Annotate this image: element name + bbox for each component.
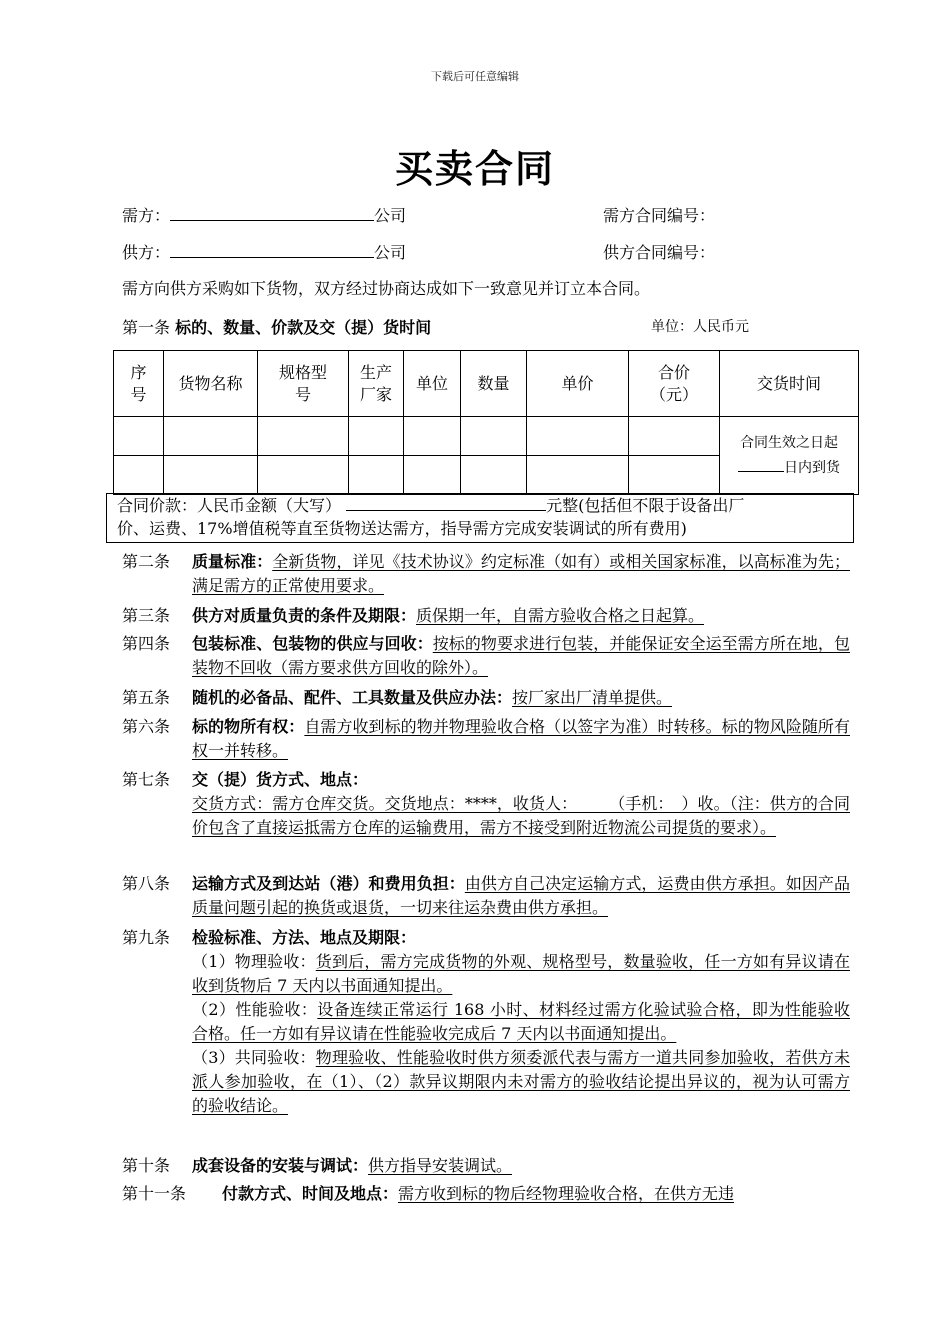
- clause-no: 第四条: [122, 634, 171, 653]
- col-goods-name: 货物名称: [164, 351, 258, 417]
- contract-price-box: [106, 493, 854, 543]
- buyer-suffix: 公司: [374, 206, 407, 225]
- table-row: [114, 417, 859, 456]
- delivery-time-cell: [720, 417, 859, 495]
- clause-heading: 质量标准：: [192, 552, 273, 571]
- table-cell[interactable]: [461, 456, 527, 495]
- subitem-label: （2）性能验收：: [192, 1000, 318, 1019]
- clause-no: 第七条: [122, 770, 171, 789]
- seller-label: 供方：: [122, 243, 171, 262]
- table-cell[interactable]: [629, 417, 720, 456]
- price-label: 合同价款：人民币金额（大写）: [117, 496, 342, 515]
- subitem-content: 物理验收、性能验收时供方须委派代表与需方一道共同参加验收，若供方未派人参加验收，在（1）、（2）款异议期限内未对需方的验收结论提出异议的，视为认可需方的验收结论。: [192, 1048, 850, 1115]
- clause-heading: 付款方式、时间及地点：: [222, 1184, 399, 1203]
- subitem-physical-inspection: [192, 950, 850, 998]
- table-header-row: [114, 351, 859, 417]
- clause-heading: 运输方式及到达站（港）和费用负担：: [192, 874, 465, 893]
- table-cell[interactable]: [114, 417, 164, 456]
- table-cell[interactable]: [404, 417, 461, 456]
- clause-content: 交货方式：需方仓库交货。交货地点：****，收货人： （手机： ）收。（注：供方的合同价包含了直接运抵需方仓库的运输费用，需方不接受到附近物流公司提货的要求）。: [192, 794, 850, 837]
- price-yuan: 元整: [546, 496, 579, 515]
- clause-heading: 标的物所有权：: [192, 717, 305, 736]
- table-cell[interactable]: [164, 456, 258, 495]
- table-cell[interactable]: [527, 456, 629, 495]
- clause-7: [122, 768, 850, 840]
- subitem-label: （3）共同验收：: [192, 1048, 316, 1067]
- price-amount-blank[interactable]: [346, 494, 546, 511]
- clause-heading: 检验标准、方法、地点及期限：: [192, 928, 417, 947]
- delivery-days-blank[interactable]: [738, 457, 784, 472]
- document-title: 买卖合同: [394, 146, 555, 191]
- article-1-no: 第一条: [122, 318, 171, 337]
- clause-heading: 供方对质量负责的条件及期限：: [192, 606, 417, 625]
- price-note-1: (包括但不限于设备出厂: [578, 496, 745, 515]
- subitem-label: （1）物理验收：: [192, 952, 316, 971]
- delivery-line-2: 日内到货: [784, 459, 840, 476]
- subitem-content: 货到后，需方完成货物的外观、规格型号，数量验收，任一方如有异议请在收到货物后 7 天内以书面通知提出。: [192, 952, 850, 995]
- clause-2: [122, 550, 850, 598]
- header-note: 下载后可任意编辑: [431, 70, 519, 83]
- currency-unit: 单位：人民币元: [651, 319, 749, 335]
- buyer-contract-no: 需方合同编号：: [603, 206, 716, 225]
- article-1-title: 标的、数量、价款及交（提）货时间: [175, 318, 432, 337]
- clause-5: [122, 686, 850, 710]
- clause-heading: 随机的必备品、配件、工具数量及供应办法：: [192, 688, 513, 707]
- clause-heading: 包装标准、包装物的供应与回收：: [192, 634, 433, 653]
- seller-row: [122, 240, 406, 263]
- clause-content: 需方收到标的物后经物理验收合格，在供方无违: [398, 1184, 735, 1203]
- subitem-joint-inspection: [192, 1046, 850, 1118]
- clause-11: [122, 1182, 850, 1206]
- delivery-line-1: 合同生效之日起: [740, 434, 838, 451]
- price-note-2: 价、运费、17%增值税等直至货物送达需方，指导需方完成安装调试的所有费用): [117, 519, 687, 538]
- clause-content: 按标的物要求进行包装，并能保证安全运至需方所在地，包装物不回收（需方要求供方回收的除外）。: [192, 634, 850, 677]
- seller-name-blank[interactable]: [170, 241, 374, 258]
- clause-no: 第二条: [122, 552, 171, 571]
- table-cell[interactable]: [349, 456, 404, 495]
- col-seq: 序 号: [114, 351, 164, 417]
- col-unit-price: 单价: [527, 351, 629, 417]
- buyer-label: 需方：: [122, 206, 171, 225]
- seller-suffix: 公司: [374, 243, 407, 262]
- col-total: 合价 （元）: [629, 351, 720, 417]
- clause-content: 自需方收到标的物并物理验收合格（以签字为准）时转移。标的物风险随所有权一并转移。: [192, 717, 850, 760]
- clause-4: [122, 632, 850, 680]
- subitem-content: 设备连续正常运行 168 小时、材料经过需方化验试验合格，即为性能验收合格。任一方如有异议请在性能验收完成后 7 天内以书面通知提出。: [192, 1000, 850, 1043]
- clause-content: 供方指导安装调试。: [368, 1156, 513, 1175]
- clause-no: 第八条: [122, 874, 171, 893]
- table-cell[interactable]: [349, 417, 404, 456]
- clause-3: [122, 604, 850, 628]
- clause-no: 第十一条: [122, 1184, 187, 1203]
- col-delivery-time: 交货时间: [720, 351, 859, 417]
- clause-content: 按厂家出厂清单提供。: [512, 688, 673, 707]
- clause-content: 由供方自己决定运输方式，运费由供方承担。如因产品质量问题引起的换货或退货，一切来往运杂费由供方承担。: [192, 874, 850, 917]
- clause-no: 第九条: [122, 928, 171, 947]
- article-1-heading: [122, 315, 431, 338]
- clause-no: 第六条: [122, 717, 171, 736]
- buyer-row: [122, 203, 406, 226]
- clause-content: 全新货物，详见《技术协议》约定标准（如有）或相关国家标准，以高标准为先；满足需方的正常使用要求。: [192, 552, 850, 595]
- col-unit: 单位: [404, 351, 461, 417]
- clause-no: 第五条: [122, 688, 171, 707]
- table-cell[interactable]: [629, 456, 720, 495]
- table-cell[interactable]: [461, 417, 527, 456]
- clause-9: [122, 926, 850, 1118]
- table-cell[interactable]: [258, 456, 349, 495]
- subitem-performance-inspection: [192, 998, 850, 1046]
- table-cell[interactable]: [114, 456, 164, 495]
- col-model: 规格型 号: [258, 351, 349, 417]
- clause-heading: 成套设备的安装与调试：: [192, 1156, 369, 1175]
- intro-text: 需方向供方采购如下货物，双方经过协商达成如下一致意见并订立本合同。: [122, 279, 651, 298]
- seller-contract-no: 供方合同编号：: [603, 243, 716, 262]
- clause-6: [122, 715, 850, 763]
- goods-table: [113, 350, 859, 495]
- buyer-name-blank[interactable]: [170, 204, 374, 221]
- table-cell[interactable]: [404, 456, 461, 495]
- table-cell[interactable]: [258, 417, 349, 456]
- clause-9-subitems: [192, 950, 850, 1118]
- table-cell[interactable]: [164, 417, 258, 456]
- clause-no: 第十条: [122, 1156, 171, 1175]
- col-quantity: 数量: [461, 351, 527, 417]
- clause-no: 第三条: [122, 606, 171, 625]
- clause-content: 质保期一年，自需方验收合格之日起算。: [416, 606, 705, 625]
- col-maker: 生产 厂家: [349, 351, 404, 417]
- clause-heading: 交（提）货方式、地点：: [192, 770, 369, 789]
- clause-10: [122, 1154, 850, 1178]
- clause-8: [122, 872, 850, 920]
- table-cell[interactable]: [527, 417, 629, 456]
